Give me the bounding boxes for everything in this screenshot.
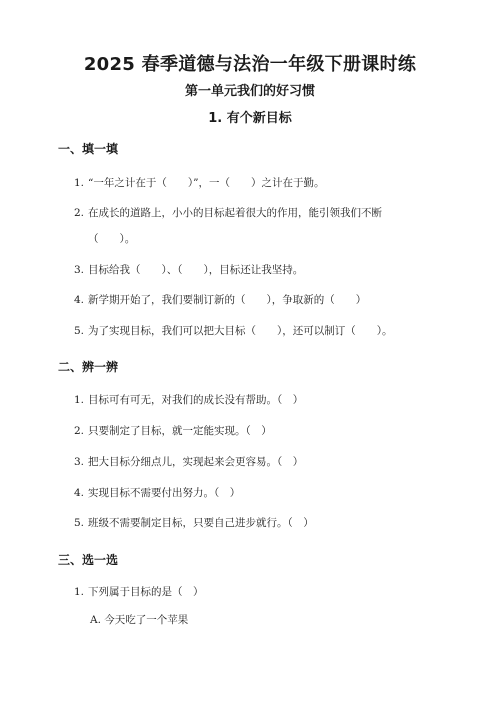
question-item [74,486,240,500]
question-item [74,263,303,277]
question-item [74,293,366,307]
question-text: 新学期开始了，我们要制订新的（ ），争取新的（ ） [88,294,367,306]
question-number: 2. [74,425,85,437]
answer-option: A. 今天吃了一个苹果 [90,614,189,626]
question-number: 1. [74,177,85,189]
question-item [74,455,303,469]
question-continuation: （ ）。 [88,233,136,245]
question-text: 班级不需要制定目标，只要自己进步就行。（ ） [88,517,314,529]
question-text: 目标给我（ ）、（ ），目标还让我坚持。 [88,264,304,276]
question-number: 4. [74,487,85,499]
section-heading-fill: 一、填一填 [58,142,119,156]
question-number: 4. [74,294,85,306]
question-item [74,424,272,438]
question-text: 实现目标不需要付出努力。（ ） [88,487,241,499]
question-item [74,516,314,530]
question-text: 为了实现目标，我们可以把大目标（ ），还可以制订（ ）。 [88,325,393,337]
question-text: 把大目标分细点儿，实现起来会更容易。（ ） [88,456,304,468]
section-heading-choose: 三、选一选 [58,553,119,567]
page-title: 2025 春季道德与法治一年级下册课时练 [83,54,417,75]
section-heading-judge: 二、辨一辨 [58,360,119,374]
question-text: 只要制定了目标，就一定能实现。（ ） [88,425,272,437]
question-item [74,206,382,220]
question-number: 5. [74,517,85,529]
question-number: 3. [74,264,85,276]
question-number: 2. [74,207,85,219]
question-item [74,176,325,190]
question-number: 5. [74,325,85,337]
question-number: 1. [74,586,85,598]
question-text: 下列属于目标的是（ ） [88,586,204,598]
lesson-title: 1. 有个新目标 [208,111,292,126]
question-item [74,585,204,599]
question-text: “一年之计在于（ ）”，一（ ）之计在于勤。 [88,177,325,189]
question-text: 在成长的道路上，小小的目标起着很大的作用，能引领我们不断 [88,207,382,219]
question-number: 3. [74,456,85,468]
question-item [74,393,303,407]
question-item [74,324,393,338]
question-number: 1. [74,394,85,406]
unit-title: 第一单元我们的好习惯 [184,84,315,99]
question-text: 目标可有可无，对我们的成长没有帮助。（ ） [88,394,304,406]
